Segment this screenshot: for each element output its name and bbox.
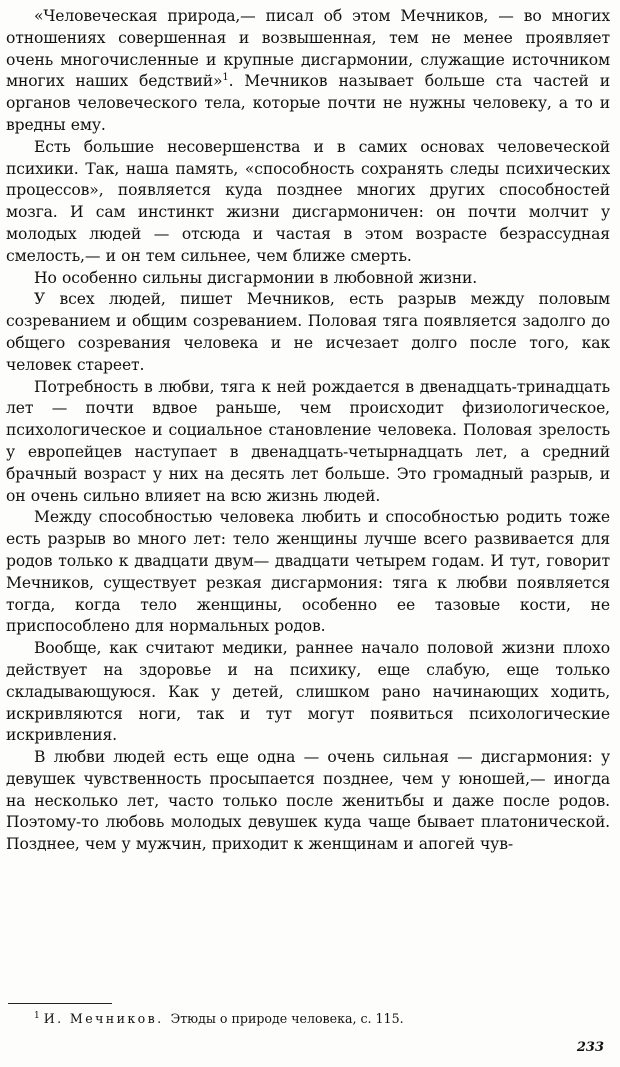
paragraph-3: Но особенно сильны дисгармонии в любовной жизни.: [34, 268, 478, 287]
paragraph-2: Есть большие несовершенства и в самих основах человеческой психики. Так, наша память, «способность сохранять следы психических процессов», появляется куда позднее многих других способностей мозга. И сам инстинкт жизни дисгармоничен: он почти молчит у молодых людей — отсюда и частая в этом возрасте безрассудная смелость,— и он тем сильнее, чем ближе смерть.: [6, 137, 610, 265]
paragraph-7: Вообще, как считают медики, раннее начало половой жизни плохо действует на здоровье и на психику, еще слабую, еще только складывающуюся. Как у детей, слишком рано начинающих ходить, искривляются ноги, так и тут могут появиться психологические искривления.: [6, 639, 610, 745]
footnote-divider: [8, 1003, 112, 1004]
paragraph-6: Между способностью человека любить и способностью родить тоже есть разрыв во много лет: тело женщины лучше всего развивается для родов только к двадцати двум— двадцати четырем годам. И тут, говорит Мечников, существует резкая дисгармония: тяга к любви появляется тогда, когда тело женщины, особенно ее тазовые кости, не приспособлено для нормальных родов.: [6, 508, 610, 636]
paragraph-5: Потребность в любви, тяга к ней рождается в двенадцать-тринадцать лет — почти вдвое раньше, чем происходит физиологическое, психологическое и социальное становление человека. Половая зрелость у европейцев наступает в двенадцать-четырнадцать лет, а средний брачный возраст у них на десять лет больше. Это громадный разрыв, и он очень сильно влияет на всю жизнь людей.: [6, 377, 610, 505]
footnote: [34, 1011, 594, 1027]
footnote-author: И. Мечников.: [43, 1011, 164, 1026]
paragraph-4: У всех людей, пишет Мечников, есть разрыв между половым созреванием и общим созреванием. Половая тяга появляется задолго до общего созревания человека и не исчезает долго после того, как человек стареет.: [6, 290, 610, 374]
page-number: 233: [576, 1040, 604, 1055]
paragraph-8: В любви людей есть еще одна — очень сильная — дисгармония: у девушек чувственность просыпается позднее, чем у юношей,— иногда на несколько лет, часто только после женитьбы и даже после родов. Поэтому-то любовь молодых девушек куда чаще бывает платонической. Позднее, чем у мужчин, приходит к женщинам и апогей чув-: [6, 748, 610, 854]
footnote-marker: 1: [34, 1010, 40, 1021]
footnote-text: Этюды о природе человека, с. 115.: [170, 1011, 404, 1026]
main-text: [6, 6, 610, 856]
paragraph-1-text: «Человеческая природа,— писал об этом Мечников, — во многих отношениях совершенная и возвышенная, тем не менее проявляет очень многочисленные и крупные дисгармонии, служащие источником многих наших бедствий»: [6, 7, 610, 91]
footnote-reference: 1: [222, 72, 229, 84]
paragraph-1-continuation: . Мечников называет больше ста частей и органов человеческого тела, которые почти не нужны человеку, а то и вредны ему.: [6, 72, 610, 134]
paragraph-1: [6, 6, 610, 137]
